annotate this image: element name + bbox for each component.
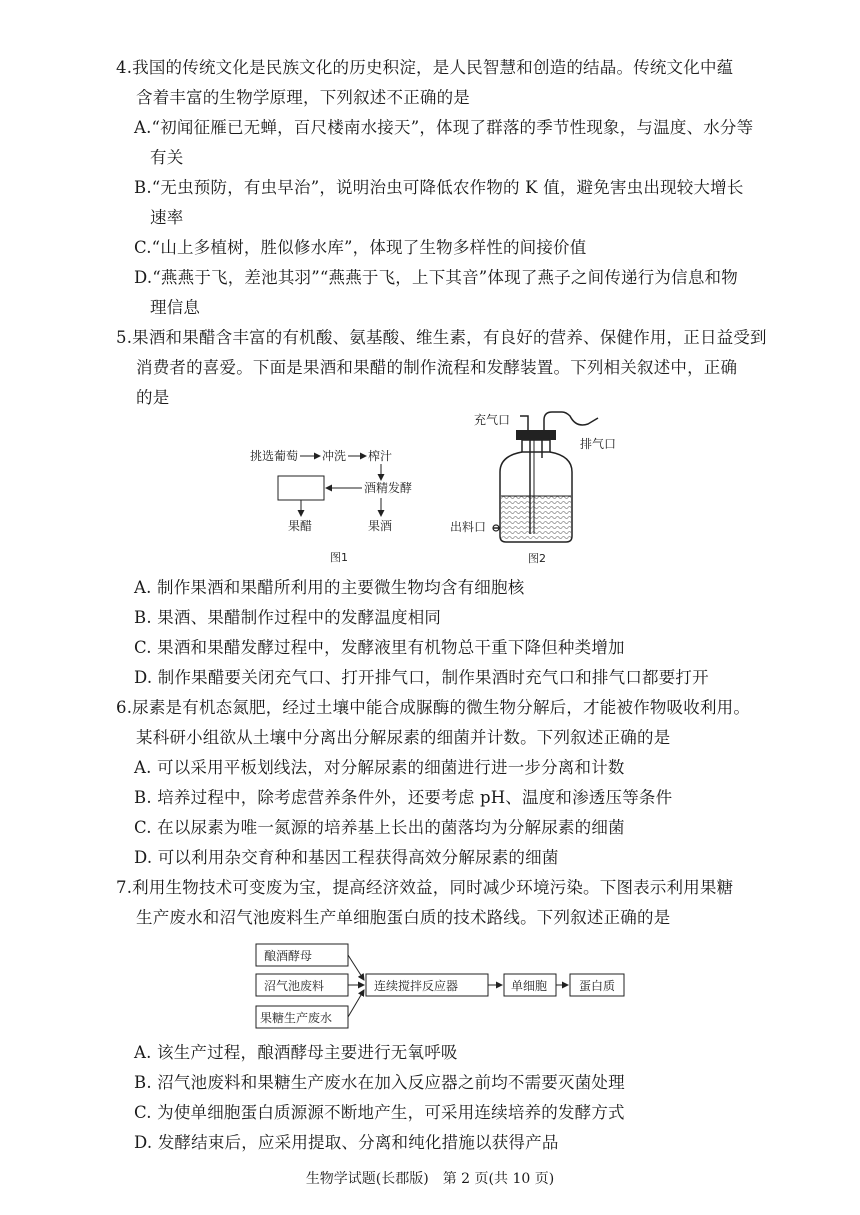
fig1-select-label: 挑选葡萄 — [250, 449, 299, 463]
q4-stem-line2: 含着丰富的生物学原理，下列叙述不正确的是 — [136, 88, 470, 107]
fig3-wastewater-label: 果糖生产废水 — [260, 1011, 333, 1025]
fig1-alcohol-ferment-label: 酒精发酵 — [364, 481, 413, 495]
q5-option-d: D. 制作果醋要关闭充气口、打开排气口，制作果酒时充气口和排气口都要打开 — [134, 668, 709, 687]
fig3-single-cell-label: 单细胞 — [511, 979, 548, 993]
fig1-wine-label: 果酒 — [368, 519, 393, 533]
fig3-biogas-label: 沼气池废料 — [264, 979, 325, 993]
q6-option-c: C. 在以尿素为唯一氮源的培养基上长出的菌落均为分解尿素的细菌 — [134, 818, 625, 837]
q7-option-d: D. 发酵结束后，应采用提取、分离和纯化措施以获得产品 — [134, 1133, 559, 1152]
q5-option-a: A. 制作果酒和果醋所利用的主要微生物均含有细胞核 — [134, 578, 525, 597]
q6-stem-line1: 6.尿素是有机态氮肥，经过土壤中能合成脲酶的微生物分解后，才能被作物吸收利用。 — [116, 698, 751, 717]
fig2-inlet-tube — [520, 416, 528, 430]
fig2-stopper — [516, 430, 556, 440]
q4-option-d-line1: D.“燕燕于飞，差池其羽”“燕燕于飞，上下其音”体现了燕子之间传递行为信息和物 — [134, 268, 738, 287]
figure-2-fermenter — [448, 410, 628, 565]
fig3-reactor-label: 连续搅拌反应器 — [374, 979, 459, 993]
q5-stem-line2: 消费者的喜爱。下面是果酒和果醋的制作流程和发酵装置。下列相关叙述中，正确 — [136, 358, 738, 377]
q6-option-b: B. 培养过程中，除考虑营养条件外，还要考虑 pH、温度和渗透压等条件 — [134, 788, 673, 807]
q7-stem-line2: 生产废水和沼气池废料生产单细胞蛋白质的技术路线。下列叙述正确的是 — [136, 908, 671, 927]
q7-option-c: C. 为使单细胞蛋白质源源不断地产生，可采用连续培养的发酵方式 — [134, 1103, 625, 1122]
page-footer: 生物学试题(长郡版) 第 2 页(共 10 页) — [305, 1171, 555, 1187]
figure-3-process-route — [250, 940, 640, 1032]
q7-option-a: A. 该生产过程，酿酒酵母主要进行无氧呼吸 — [134, 1043, 458, 1062]
fig3-protein-label: 蛋白质 — [579, 979, 616, 993]
fig3-yeast-label: 酿酒酵母 — [264, 949, 313, 963]
fig2-neck — [522, 440, 550, 452]
q7-option-b: B. 沼气池废料和果糖生产废水在加入反应器之前均不需要灭菌处理 — [134, 1073, 625, 1092]
q5-option-b: B. 果酒、果醋制作过程中的发酵温度相同 — [134, 608, 442, 627]
q6-option-d: D. 可以利用杂交育种和基因工程获得高效分解尿素的细菌 — [134, 848, 559, 867]
fig1-vinegar-label: 果醋 — [288, 519, 313, 533]
q5-option-c: C. 果酒和果醋发酵过程中，发酵液里有机物总干重下降但种类增加 — [134, 638, 625, 657]
fig1-juice-label: 榨汁 — [368, 449, 393, 463]
fig2-caption: 图2 — [528, 552, 546, 565]
fig1-caption: 图1 — [330, 551, 348, 564]
fig3-arrow — [348, 955, 364, 980]
fig2-outlet-tube — [544, 412, 598, 430]
q4-option-b-line2: 速率 — [150, 208, 184, 227]
q5-stem-line3: 的是 — [136, 388, 170, 407]
q4-stem-line1: 4.我国的传统文化是民族文化的历史积淀，是人民智慧和创造的结晶。传统文化中蕴 — [116, 58, 734, 77]
q4-option-a-line2: 有关 — [150, 148, 184, 167]
fig2-inlet-label: 充气口 — [474, 413, 511, 427]
q6-option-a: A. 可以采用平板划线法，对分解尿素的细菌进行进一步分离和计数 — [134, 758, 625, 777]
fig3-arrow — [348, 990, 364, 1017]
fig2-liquid — [501, 496, 571, 541]
fig2-discharge-label: 出料口 — [450, 520, 487, 534]
q4-option-a-line1: A.“初闻征雁已无蝉，百尺楼南水接天”，体现了群落的季节性现象，与温度、水分等 — [134, 118, 754, 137]
fig1-blank-box — [278, 476, 324, 500]
q7-stem-line1: 7.利用生物技术可变废为宝，提高经济效益，同时减少环境污染。下图表示利用果糖 — [116, 878, 734, 897]
fig1-wash-label: 冲洗 — [322, 449, 347, 463]
q4-option-b-line1: B.“无虫预防，有虫早治”，说明治虫可降低农作物的 K 值，避免害虫出现较大增长 — [134, 178, 744, 197]
q4-option-c: C.“山上多植树，胜似修水库”，体现了生物多样性的间接价值 — [134, 238, 587, 257]
q4-option-d-line2: 理信息 — [150, 298, 201, 317]
figure-1-flowchart — [240, 420, 450, 565]
q6-stem-line2: 某科研小组欲从土壤中分离出分解尿素的细菌并计数。下列叙述正确的是 — [136, 728, 671, 747]
q5-stem-line1: 5.果酒和果醋含丰富的有机酸、氨基酸、维生素，有良好的营养、保健作用，正日益受到 — [116, 328, 767, 347]
fig2-outlet-label: 排气口 — [580, 437, 617, 451]
